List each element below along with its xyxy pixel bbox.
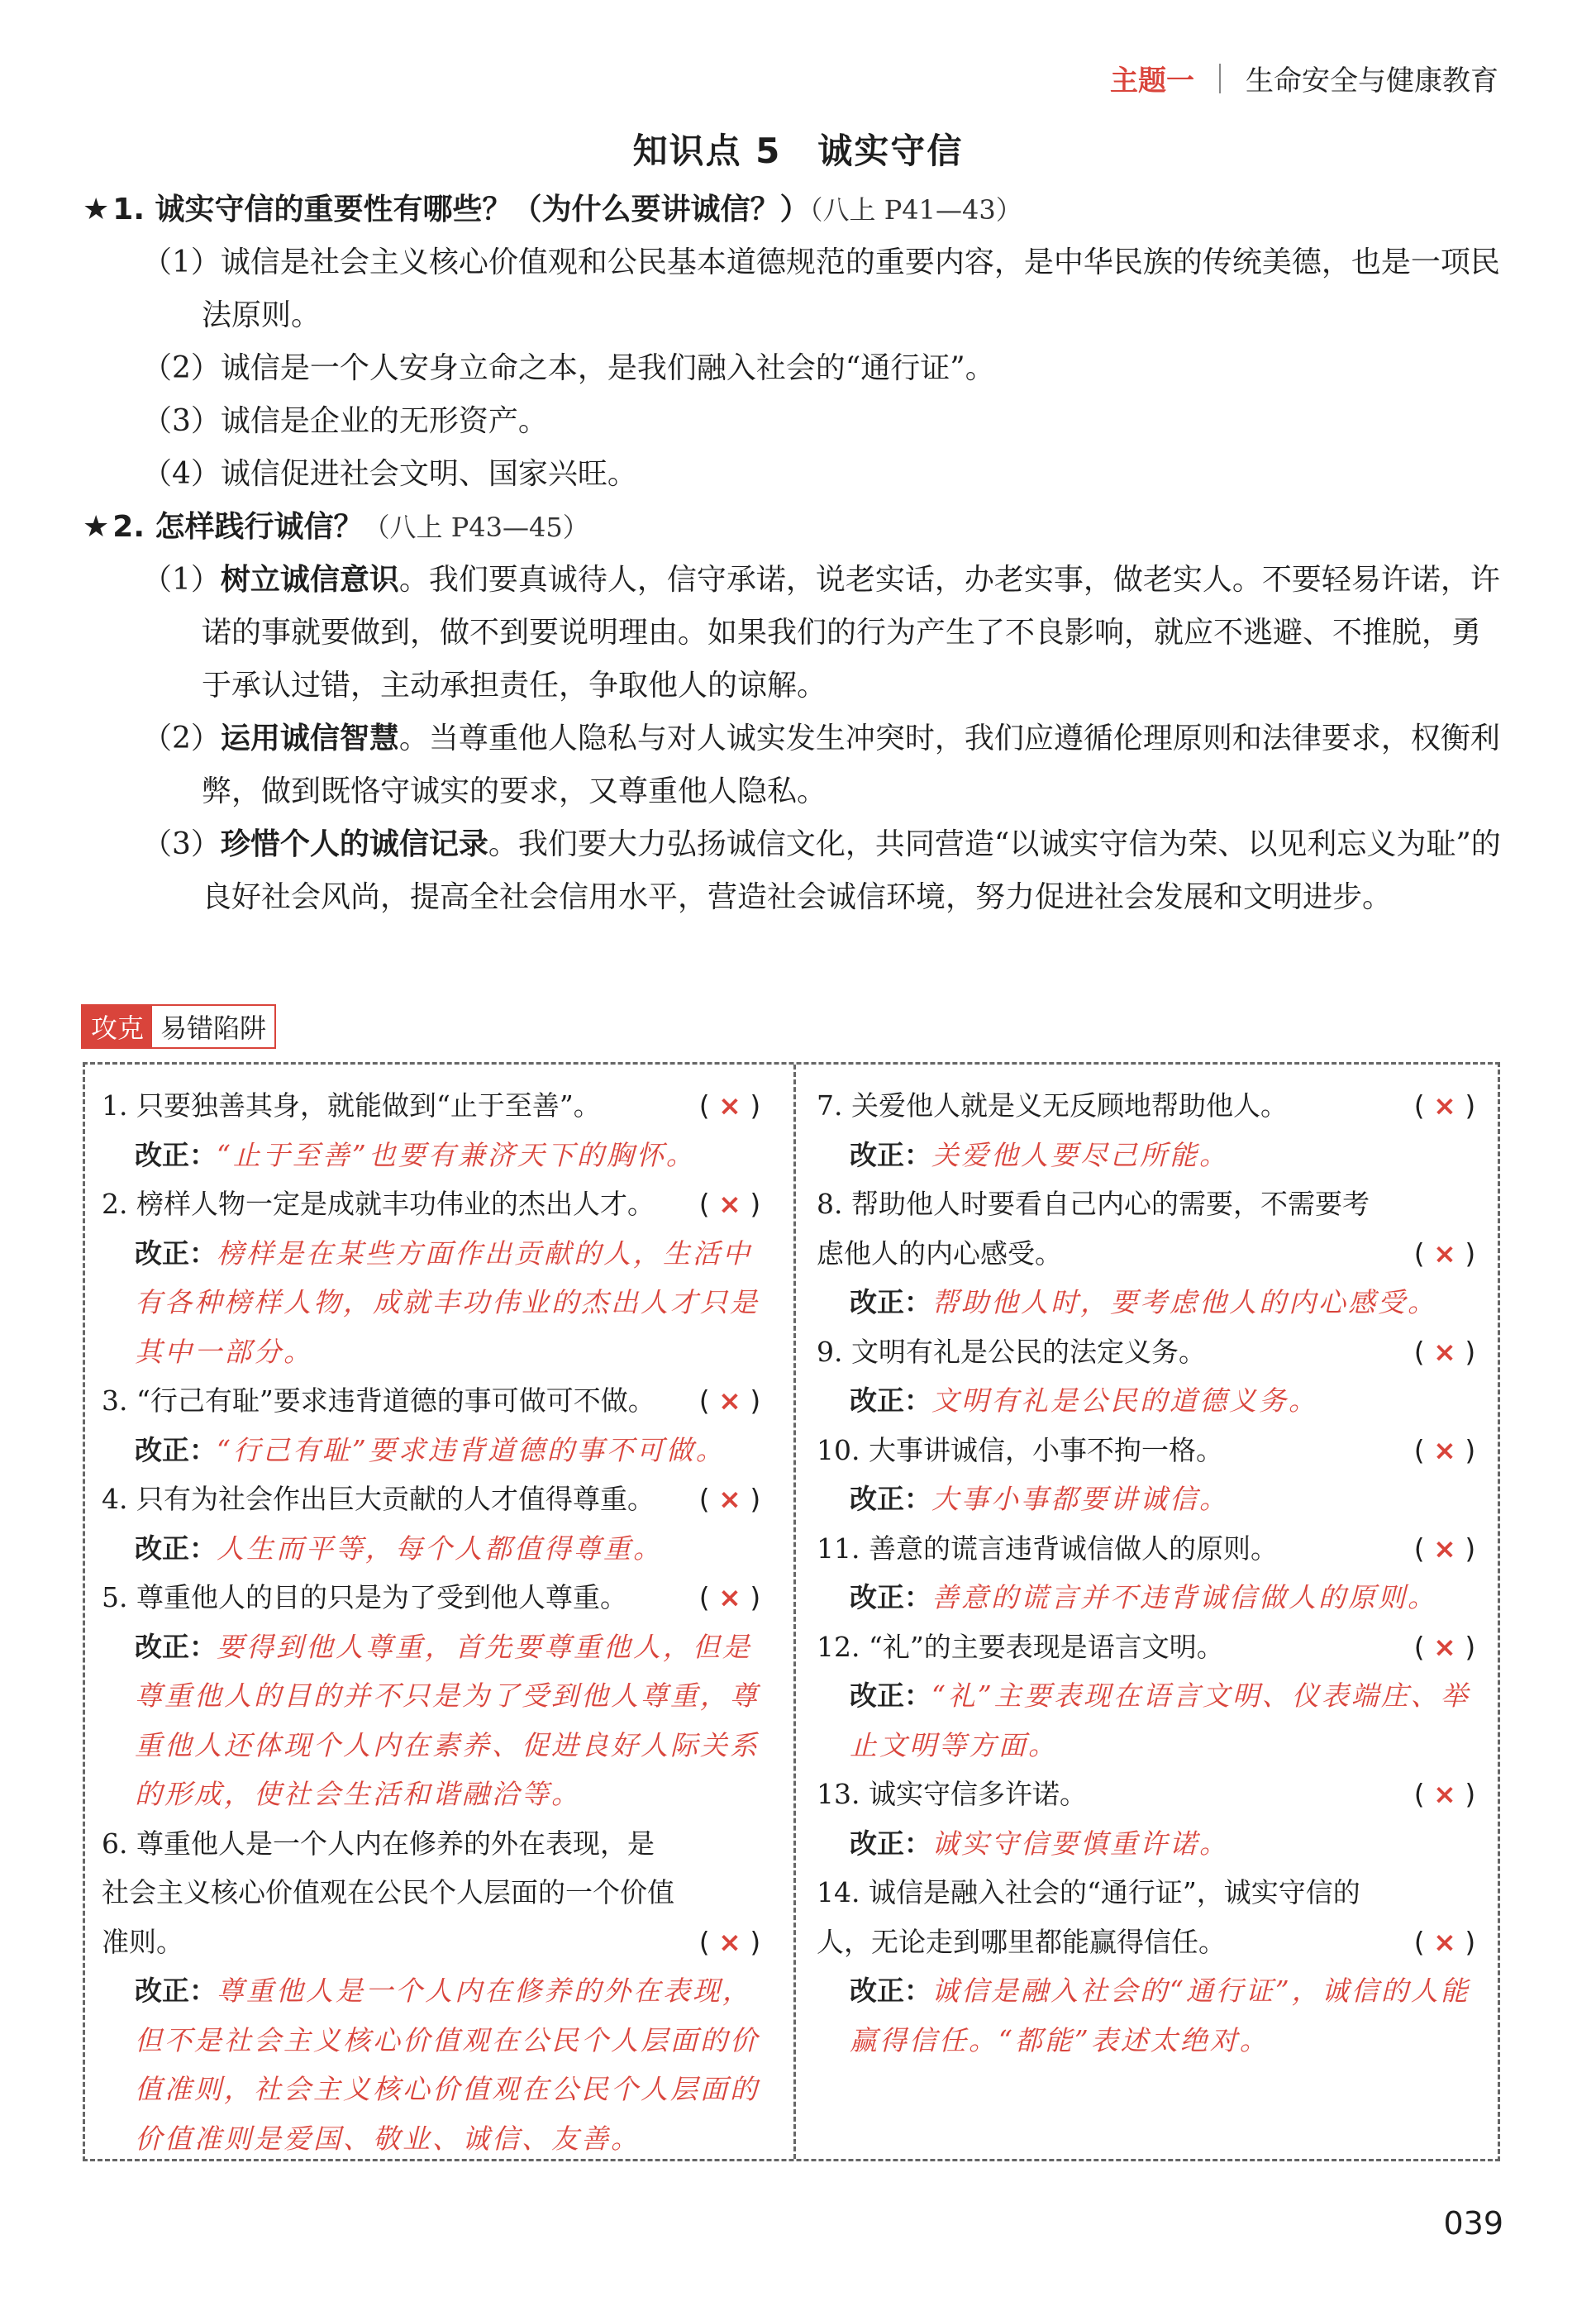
trap-correction: 改正：“行己有耻”要求违背道德的事不可做。 [135,1433,726,1466]
answer-item [142,712,1504,818]
answer-item [142,554,1504,712]
judgement-mark: ( × ) [698,1089,761,1122]
judgement-mark: ( × ) [698,1925,761,1958]
answer-item: （1）诚信是社会主义核心价值观和公民基本道德规范的重要内容，是中华民族的传统美德，也是一项民法原则。 [142,245,1500,332]
answer-item [142,818,1504,924]
trap-statement: 9. 文明有礼是公民的法定义务。 ( × ) [817,1327,1486,1377]
answer-item: （4）诚信促进社会文明、国家兴旺。 [142,457,637,491]
trap-statement: 14. 诚信是融入社会的“通行证”，诚实守信的人，无论走到哪里都能赢得信任。 ( × ) [817,1868,1486,1966]
trap-statement: 13. 诚实守信多许诺。 ( × ) [817,1770,1486,1819]
item-number: （1） [142,563,221,597]
trap-correction: 改正：尊重他人是一个人内在修养的外在表现，但不是社会主义核心价值观在公民个人层面的价值准则，社会主义核心价值观在公民个人层面的价值准则是爱国、敬业、诚信、友善。 [135,1975,760,2155]
item-text: 。我们要真诚待人，信守承诺，说老实话，办老实事，做老实人。不要轻易许诺，许诺的事就要做到，做不到要说明理由。如果我们的行为产生了不良影响，就应不逃避、不推脱，勇于承认过错，主动承担责任，争取他人的谅解。 [202,563,1500,703]
question-text: 1. 诚实守信的重要性有哪些？（为什么要讲诚信？） [112,193,810,226]
item-number: （2） [142,722,221,755]
section-q1 [83,183,1504,924]
trap-correction: 改正：善意的谎言并不违背诚信做人的原则。 [850,1581,1437,1613]
judgement-mark: ( × ) [1413,1089,1476,1122]
star-icon: ★ [83,193,110,226]
trap-correction: 改正：诚信是融入社会的“通行证”，诚信的人能赢得信任。“都能”表述太绝对。 [850,1975,1470,2056]
header-topic: 生命安全与健康教育 [1246,64,1498,98]
trap-statement: 10. 大事讲诚信，小事不拘一格。 ( × ) [817,1426,1486,1475]
judgement-mark: ( × ) [698,1483,761,1515]
judgement-mark: ( × ) [1413,1630,1476,1663]
textbook-reference: （八上 P41—43） [809,194,1022,226]
judgement-mark: ( × ) [1413,1335,1476,1368]
trap-correction: 改正：诚实守信要慎重许诺。 [850,1827,1229,1860]
answer-item: （3）诚信是企业的无形资产。 [142,404,548,438]
trap-statement: 3. “行己有耻”要求违背道德的事可做可不做。 ( × ) [102,1376,771,1426]
trap-correction: 改正：关爱他人要尽己所能。 [850,1138,1229,1171]
answer-item: （2）诚信是一个人安身立命之本，是我们融入社会的“通行证”。 [142,351,995,385]
star-icon: ★ [83,510,110,544]
item-text: 。我们要大力弘扬诚信文化，共同营造“以诚实守信为荣、以见利忘义为耻”的良好社会风尚，提高全社会信用水平，营造社会诚信环境，努力促进社会发展和文明进步。 [202,827,1501,914]
trap-correction: 改正：“礼”主要表现在语言文明、仪表端庄、举止文明等方面。 [850,1679,1470,1761]
judgement-mark: ( × ) [1413,1532,1476,1565]
section-tag [81,1004,276,1049]
textbook-reference: （八上 P43—45） [363,512,589,543]
trap-statement: 7. 关爱他人就是义无反顾地帮助他人。 ( × ) [817,1081,1486,1131]
trap-statement: 6. 尊重他人是一个人内在修养的外在表现，是社会主义核心价值观在公民个人层面的一个价值准则。 ( × ) [102,1819,771,1967]
column-divider [793,1065,796,2159]
judgement-mark: ( × ) [1413,1433,1476,1466]
traps-right-column [817,1081,1486,2065]
trap-statement: 8. 帮助他人时要看自己内心的需要，不需要考虑他人的内心感受。 ( × ) [817,1179,1486,1278]
trap-correction: 改正：文明有礼是公民的道德义务。 [850,1384,1318,1417]
page-title: 知识点 5 诚实守信 [632,131,964,171]
trap-statement: 5. 尊重他人的目的只是为了受到他人尊重。 ( × ) [102,1573,771,1622]
trap-statement: 1. 只要独善其身，就能做到“止于至善”。 ( × ) [102,1081,771,1131]
judgement-mark: ( × ) [698,1581,761,1613]
question-text: 2. 怎样践行诚信？ [112,510,364,544]
judgement-mark: ( × ) [698,1384,761,1417]
trap-correction: 改正：“止于至善”也要有兼济天下的胸怀。 [135,1138,696,1171]
judgement-mark: ( × ) [1413,1778,1476,1810]
header-divider [1219,64,1221,93]
trap-correction: 改正：要得到他人尊重，首先要尊重他人，但是尊重他人的目的并不只是为了受到他人尊重，尊重他人还体现个人内在素养、促进良好人际关系的形成，使社会生活和谐融洽等。 [135,1630,760,1810]
trap-statement: 4. 只有为社会作出巨大贡献的人才值得尊重。 ( × ) [102,1475,771,1524]
judgement-mark: ( × ) [1413,1236,1476,1270]
trap-correction: 改正：榜样是在某些方面作出贡献的人，生活中有各种榜样人物，成就丰功伟业的杰出人才只是其中一部分。 [135,1236,760,1368]
question-heading [83,501,1504,554]
item-number: （3） [142,827,221,861]
traps-box [83,1062,1500,2161]
judgement-mark: ( × ) [698,1188,761,1220]
tag-right: 易错陷阱 [152,1006,274,1047]
judgement-mark: ( × ) [1413,1925,1476,1958]
question-heading [83,183,1504,236]
traps-left-column [102,1081,771,2163]
trap-statement: 2. 榜样人物一定是成就丰功伟业的杰出人才。 ( × ) [102,1179,771,1229]
running-header [1110,58,1498,98]
trap-statement: 12. “礼”的主要表现是语言文明。 ( × ) [817,1622,1486,1672]
trap-correction: 改正：帮助他人时，要考虑他人的内心感受。 [850,1286,1437,1318]
item-keyword: 珍惜个人的诚信记录 [220,827,488,861]
item-text: 。当尊重他人隐私与对人诚实发生冲突时，我们应遵循伦理原则和法律要求，权衡利弊，做到既恪守诚实的要求，又尊重他人隐私。 [202,722,1500,808]
header-theme: 主题一 [1110,64,1194,98]
item-keyword: 树立诚信意识 [220,563,399,597]
page-number: 039 [1443,2205,1503,2242]
item-keyword: 运用诚信智慧 [220,722,399,755]
trap-correction: 改正：大事小事都要讲诚信。 [850,1483,1229,1515]
trap-statement: 11. 善意的谎言违背诚信做人的原则。 ( × ) [817,1524,1486,1574]
tag-left: 攻克 [83,1006,152,1047]
trap-correction: 改正：人生而平等，每个人都值得尊重。 [135,1532,663,1565]
